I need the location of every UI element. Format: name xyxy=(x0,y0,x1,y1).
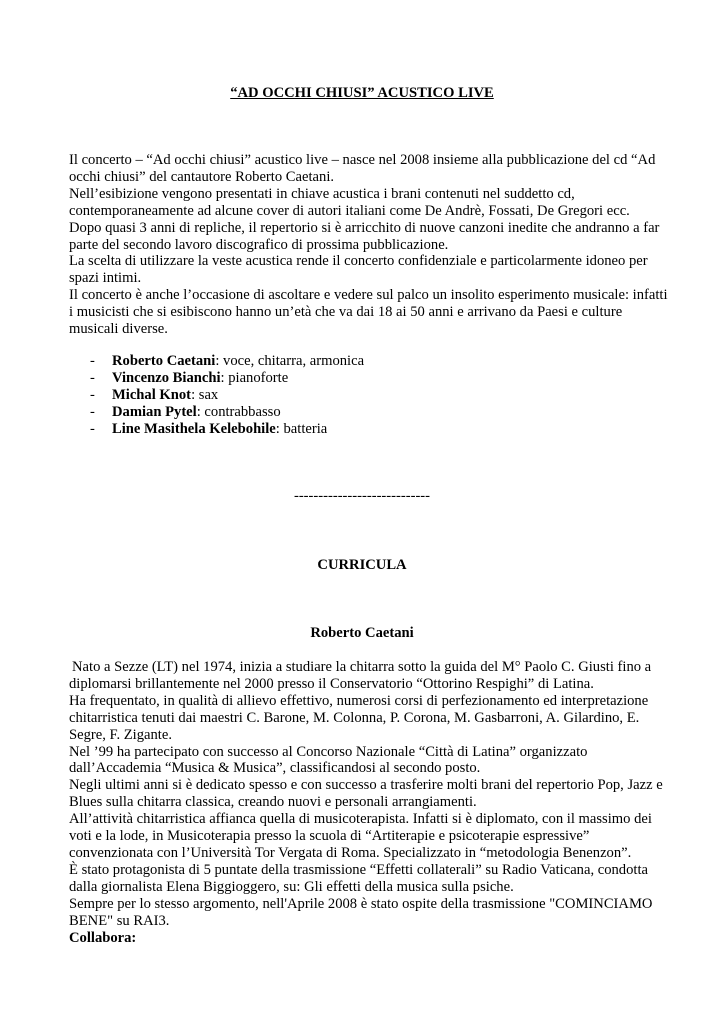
musician-role: : pianoforte xyxy=(220,369,289,386)
musician-role: : contrabbasso xyxy=(196,403,281,420)
musician-role: : voce, chitarra, armonica xyxy=(215,353,365,369)
intro-section xyxy=(69,152,669,338)
intro-paragraph: Dopo quasi 3 anni di repliche, il repertorio si è arricchito di nuove canzoni inedite che andranno a far parte del secondo lavoro discografico di prossima pubblicazione. xyxy=(69,219,660,253)
collabora-heading: Collabora: xyxy=(69,929,137,946)
list-dash: - xyxy=(90,386,95,403)
intro-paragraph: Il concerto è anche l’occasione di ascoltare e vedere sul palco un insolito esperimento musicale: infatti i musicisti che si esibiscono hanno un’età che va dai 18 ai 50 anni e arrivano da Paesi e culture musicali diverse. xyxy=(69,287,668,338)
bio-paragraph: Nel ’99 ha partecipato con successo al Concorso Nazionale “Città di Latina” organizzato dall’Accademia “Musica & Musica”, classificandosi al secondo posto. xyxy=(69,743,588,777)
list-dash: - xyxy=(90,369,95,386)
person-name-heading: Roberto Caetani xyxy=(310,625,414,641)
bio-paragraph: Ha frequentato, in qualità di allievo effettivo, numerosi corsi di perfezionamento ed interpretazione chitarristica tenuti dai maestri C. Barone, M. Colonna, P. Corona, M. Gasbarroni, A. Gilardino, E. Segre, F. Zigante. xyxy=(69,692,649,743)
bio-paragraph: All’attività chitarristica affianca quella di musicoterapista. Infatti si è diplomato, con il massimo dei voti e la lode, in Musicoterapia presso la scuola di “Artiterapie e psicoterapie espressive” convenzionata con l’Università Tor Vergata di Roma. Specializzato in “metodologia Benenzon”. xyxy=(69,811,652,861)
list-item xyxy=(90,370,364,387)
musician-name: Damian Pytel xyxy=(112,403,197,420)
bio-paragraph: Negli ultimi anni si è dedicato spesso e con successo a trasferire molti brani del repertorio Pop, Jazz e Blues sulla chitarra classica, creando nuovi e personali arrangiamenti. xyxy=(69,777,663,811)
musician-role: : batteria xyxy=(275,420,328,437)
musician-name: Vincenzo Bianchi xyxy=(112,369,221,386)
intro-paragraph: La scelta di utilizzare la veste acustica rende il concerto confidenziale e particolarmente idoneo per spazi intimi. xyxy=(69,253,648,287)
musicians-list xyxy=(90,353,364,438)
section-separator: ---------------------------- xyxy=(293,488,431,504)
list-dash: - xyxy=(90,420,95,437)
list-item xyxy=(90,404,364,421)
document-title: “AD OCCHI CHIUSI” ACUSTICO LIVE xyxy=(230,85,494,101)
intro-paragraph: Nell’esibizione vengono presentati in chiave acustica i brani contenuti nel suddetto cd, contemporaneamente ad alcune cover di autori italiani come De Andrè, Fossati, De Gregori ecc. xyxy=(69,185,630,219)
list-dash: - xyxy=(90,353,95,369)
bio-paragraph: Sempre per lo stesso argomento, nell'Aprile 2008 è stato ospite della trasmissione "COMINCIAMO BENE" su RAI3. xyxy=(69,895,653,929)
section-title: CURRICULA xyxy=(317,557,407,573)
bio-paragraph: Nato a Sezze (LT) nel 1974, inizia a studiare la chitarra sotto la guida del M° Paolo C. Giusti fino a diplomarsi brillantemente nel 2000 presso il Conservatorio “Ottorino Respighi” di Latina. xyxy=(69,659,652,692)
musician-name: Michal Knot xyxy=(112,386,192,403)
list-item xyxy=(90,387,364,404)
list-item xyxy=(90,421,364,438)
intro-paragraph: Il concerto – “Ad occhi chiusi” acustico live – nasce nel 2008 insieme alla pubblicazione del cd “Ad occhi chiusi” del cantautore Roberto Caetani. xyxy=(69,152,656,185)
musician-role: : sax xyxy=(191,386,219,403)
bio-section xyxy=(69,659,669,946)
musician-name: Line Masithela Kelebohile xyxy=(112,420,276,437)
list-dash: - xyxy=(90,403,95,420)
bio-paragraph: È stato protagonista di 5 puntate della trasmissione “Effetti collaterali” su Radio Vaticana, condotta dalla giornalista Elena Biggioggero, su: Gli effetti della musica sulla psiche. xyxy=(69,861,648,895)
list-item xyxy=(90,353,364,370)
musician-name: Roberto Caetani xyxy=(112,353,216,369)
